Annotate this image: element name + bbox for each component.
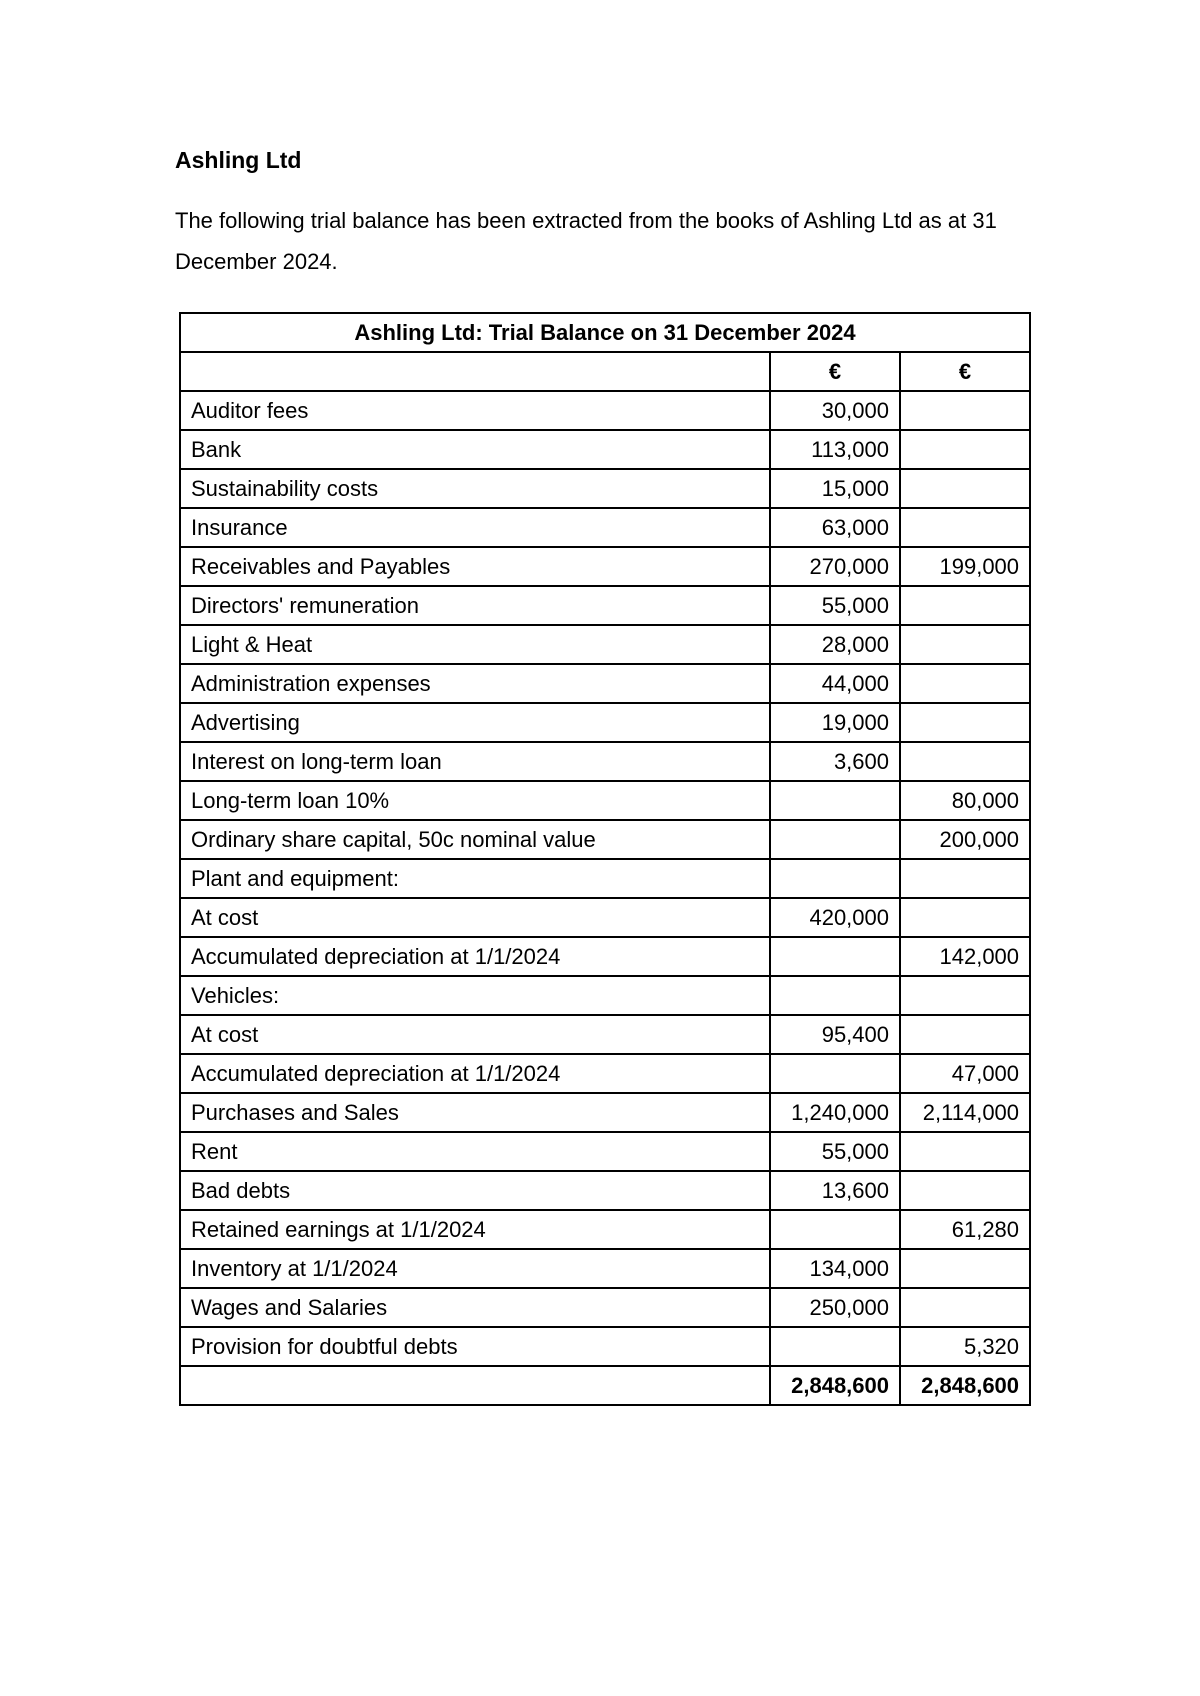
trial-balance-body — [180, 391, 1030, 1366]
intro-paragraph: The following trial balance has been extracted from the books of Ashling Ltd as at 31 December 2024. — [175, 208, 997, 274]
credit-cell — [900, 586, 1030, 625]
debit-cell — [770, 781, 900, 820]
account-label: Provision for doubtful debts — [180, 1327, 770, 1366]
table-row — [180, 430, 1030, 469]
label-column-header — [180, 352, 770, 391]
table-row — [180, 820, 1030, 859]
debit-cell: 270,000 — [770, 547, 900, 586]
credit-cell — [900, 1249, 1030, 1288]
currency-header-row — [180, 352, 1030, 391]
account-label: Light & Heat — [180, 625, 770, 664]
table-row — [180, 859, 1030, 898]
credit-cell: 61,280 — [900, 1210, 1030, 1249]
totals-label — [180, 1366, 770, 1405]
account-label: Retained earnings at 1/1/2024 — [180, 1210, 770, 1249]
debit-cell: 30,000 — [770, 391, 900, 430]
table-title-row — [180, 313, 1030, 352]
account-label: Wages and Salaries — [180, 1288, 770, 1327]
total-debit: 2,848,600 — [770, 1366, 900, 1405]
debit-cell: 134,000 — [770, 1249, 900, 1288]
credit-cell — [900, 898, 1030, 937]
debit-cell: 250,000 — [770, 1288, 900, 1327]
account-label: Accumulated depreciation at 1/1/2024 — [180, 1054, 770, 1093]
debit-cell: 95,400 — [770, 1015, 900, 1054]
debit-cell: 1,240,000 — [770, 1093, 900, 1132]
account-label: Purchases and Sales — [180, 1093, 770, 1132]
table-row — [180, 1132, 1030, 1171]
account-label: Vehicles: — [180, 976, 770, 1015]
table-row — [180, 1210, 1030, 1249]
account-label: Interest on long-term loan — [180, 742, 770, 781]
account-label: Advertising — [180, 703, 770, 742]
credit-cell — [900, 625, 1030, 664]
table-row — [180, 508, 1030, 547]
debit-cell — [770, 1054, 900, 1093]
credit-cell — [900, 469, 1030, 508]
debit-currency-header: € — [770, 352, 900, 391]
account-label: Rent — [180, 1132, 770, 1171]
table-row — [180, 937, 1030, 976]
account-label: Sustainability costs — [180, 469, 770, 508]
debit-cell: 113,000 — [770, 430, 900, 469]
credit-cell — [900, 859, 1030, 898]
debit-cell: 63,000 — [770, 508, 900, 547]
account-label: Bad debts — [180, 1171, 770, 1210]
account-label: Inventory at 1/1/2024 — [180, 1249, 770, 1288]
document-heading: Ashling Ltd — [175, 147, 302, 173]
debit-cell: 13,600 — [770, 1171, 900, 1210]
table-row — [180, 781, 1030, 820]
debit-cell: 3,600 — [770, 742, 900, 781]
table-row — [180, 1327, 1030, 1366]
credit-cell — [900, 664, 1030, 703]
debit-cell: 44,000 — [770, 664, 900, 703]
table-title: Ashling Ltd: Trial Balance on 31 December 2024 — [180, 313, 1030, 352]
credit-cell: 5,320 — [900, 1327, 1030, 1366]
account-label: Plant and equipment: — [180, 859, 770, 898]
account-label: Auditor fees — [180, 391, 770, 430]
credit-cell: 199,000 — [900, 547, 1030, 586]
account-label: Accumulated depreciation at 1/1/2024 — [180, 937, 770, 976]
table-row — [180, 1288, 1030, 1327]
account-label: Directors' remuneration — [180, 586, 770, 625]
table-row — [180, 703, 1030, 742]
debit-cell: 420,000 — [770, 898, 900, 937]
table-row — [180, 976, 1030, 1015]
credit-currency-header: € — [900, 352, 1030, 391]
debit-cell: 28,000 — [770, 625, 900, 664]
credit-cell — [900, 976, 1030, 1015]
credit-cell: 200,000 — [900, 820, 1030, 859]
credit-cell — [900, 391, 1030, 430]
table-row — [180, 1093, 1030, 1132]
table-row — [180, 1171, 1030, 1210]
debit-cell: 55,000 — [770, 1132, 900, 1171]
credit-cell — [900, 1288, 1030, 1327]
credit-cell — [900, 1132, 1030, 1171]
debit-cell — [770, 1210, 900, 1249]
credit-cell: 142,000 — [900, 937, 1030, 976]
debit-cell — [770, 859, 900, 898]
credit-cell: 2,114,000 — [900, 1093, 1030, 1132]
totals-row — [180, 1366, 1030, 1405]
credit-cell — [900, 1171, 1030, 1210]
account-label: Insurance — [180, 508, 770, 547]
credit-cell — [900, 742, 1030, 781]
credit-cell: 80,000 — [900, 781, 1030, 820]
credit-cell — [900, 430, 1030, 469]
table-row — [180, 742, 1030, 781]
credit-cell — [900, 1015, 1030, 1054]
table-row — [180, 391, 1030, 430]
account-label: Ordinary share capital, 50c nominal value — [180, 820, 770, 859]
debit-cell: 19,000 — [770, 703, 900, 742]
total-credit: 2,848,600 — [900, 1366, 1030, 1405]
table-row — [180, 547, 1030, 586]
account-label: Receivables and Payables — [180, 547, 770, 586]
debit-cell: 55,000 — [770, 586, 900, 625]
account-label: Long-term loan 10% — [180, 781, 770, 820]
credit-cell — [900, 703, 1030, 742]
table-row — [180, 898, 1030, 937]
debit-cell — [770, 937, 900, 976]
debit-cell: 15,000 — [770, 469, 900, 508]
table-row — [180, 664, 1030, 703]
account-label: At cost — [180, 1015, 770, 1054]
table-row — [180, 625, 1030, 664]
debit-cell — [770, 820, 900, 859]
debit-cell — [770, 976, 900, 1015]
table-row — [180, 586, 1030, 625]
debit-cell — [770, 1327, 900, 1366]
trial-balance-table — [179, 312, 1031, 1406]
account-label: Administration expenses — [180, 664, 770, 703]
table-row — [180, 1054, 1030, 1093]
account-label: Bank — [180, 430, 770, 469]
credit-cell — [900, 508, 1030, 547]
table-row — [180, 1015, 1030, 1054]
table-row — [180, 1249, 1030, 1288]
credit-cell: 47,000 — [900, 1054, 1030, 1093]
table-row — [180, 469, 1030, 508]
account-label: At cost — [180, 898, 770, 937]
